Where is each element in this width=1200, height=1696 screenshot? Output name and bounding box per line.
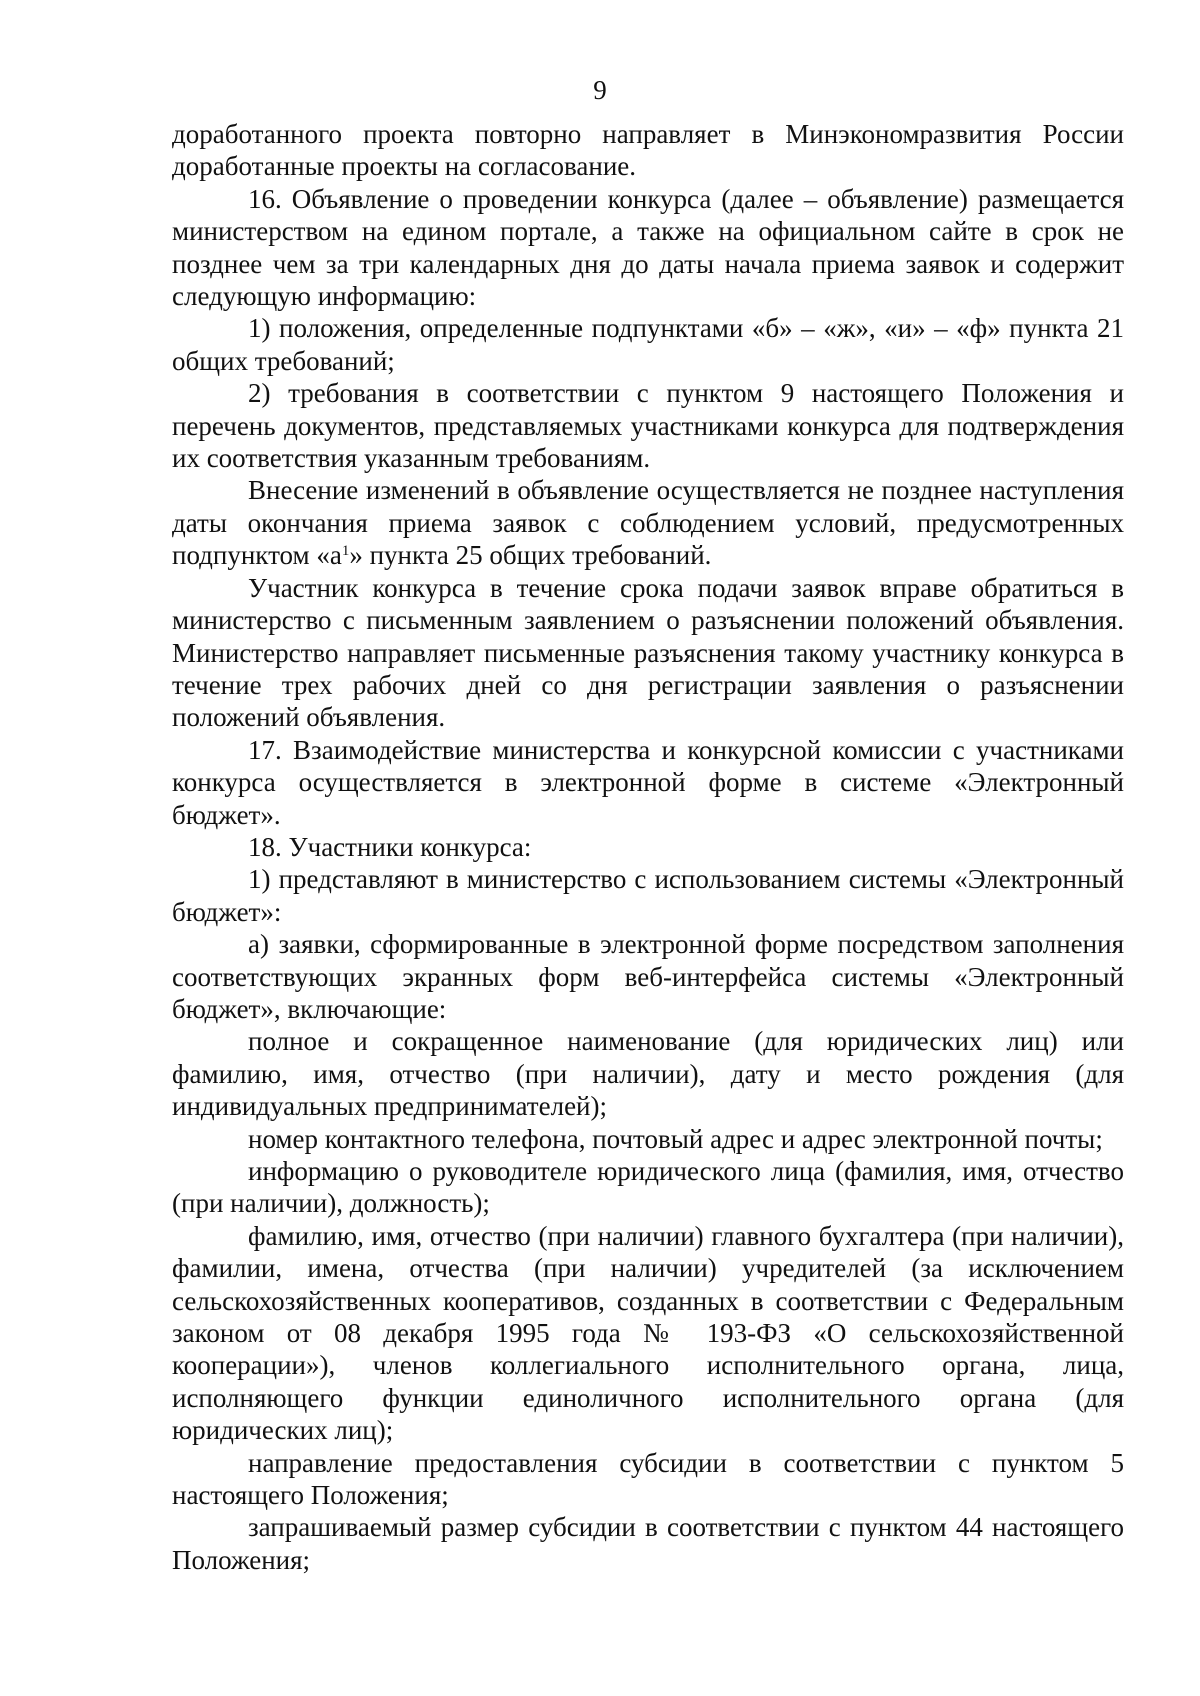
paragraph: 1) положения, определенные подпунктами «б» – «ж», «и» – «ф» пункта 21 общих требований; bbox=[172, 313, 1124, 376]
paragraph-text: Внесение изменений в объявление осуществляется не позднее наступления даты окончания приема заявок с соблюдением условий, предусмотренных подпунктом «а bbox=[172, 475, 1124, 571]
paragraph: фамилию, имя, отчество (при наличии) главного бухгалтера (при наличии), фамилии, имена, отчества (при наличии) учредителей (за исключением сельскохозяйственных кооперативов, созданных в соответствии с Федеральным законом от 08 декабря 1995 года № 193-ФЗ «О сельскохозяйственной кооперации»), членов коллегиального исполнительного органа, лица, исполняющего функции единоличного исполнительного органа (для юридических лиц); bbox=[172, 1220, 1124, 1446]
paragraph: Участник конкурса в течение срока подачи заявок вправе обратиться в министерство с письменным заявлением о разъяснении положений объявления. Министерство направляет письменные разъяснения такому участнику конкурса в течение трех рабочих дней со дня регистрации заявления о разъяснении положений объявления. bbox=[172, 572, 1124, 733]
paragraph: доработанного проекта повторно направляет в Минэкономразвития России доработанные проекты на согласование. bbox=[172, 119, 1124, 182]
paragraph: запрашиваемый размер субсидии в соответствии с пунктом 44 настоящего Положения; bbox=[172, 1512, 1124, 1575]
paragraph-text: » пункта 25 общих требований. bbox=[349, 540, 712, 571]
paragraph: полное и сокращенное наименование (для юридических лиц) или фамилию, имя, отчество (при наличии), дату и место рождения (для индивидуальных предпринимателей); bbox=[172, 1026, 1124, 1122]
paragraph: номер контактного телефона, почтовый адрес и адрес электронной почты; bbox=[248, 1123, 1103, 1154]
paragraph: 1) представляют в министерство с использованием системы «Электронный бюджет»: bbox=[172, 864, 1124, 927]
paragraph: 18. Участники конкурса: bbox=[248, 831, 532, 862]
page-number: 9 bbox=[593, 75, 607, 105]
paragraph bbox=[172, 474, 1124, 571]
paragraph: направление предоставления субсидии в соответствии с пунктом 5 настоящего Положения; bbox=[172, 1447, 1124, 1511]
paragraph: информацию о руководителе юридического лица (фамилия, имя, отчество (при наличии), должность); bbox=[172, 1156, 1124, 1219]
paragraph: 2) требования в соответствии с пунктом 9 настоящего Положения и перечень документов, представляемых участниками конкурса для подтверждения их соответствия указанным требованиям. bbox=[172, 378, 1124, 474]
paragraph: а) заявки, сформированные в электронной форме посредством заполнения соответствующих экранных форм веб-интерфейса системы «Электронный бюджет», включающие: bbox=[172, 929, 1124, 1024]
document-body bbox=[172, 118, 1124, 1576]
superscript: 1 bbox=[341, 543, 350, 560]
paragraph: 17. Взаимодействие министерства и конкурсной комиссии с участниками конкурса осуществляется в электронной форме в системе «Электронный бюджет». bbox=[172, 734, 1124, 830]
paragraph: 16. Объявление о проведении конкурса (далее – объявление) размещается министерством на едином портале, а также на официальном сайте в срок не позднее чем за три календарных дня до даты начала приема заявок и содержит следующую информацию: bbox=[172, 183, 1124, 312]
